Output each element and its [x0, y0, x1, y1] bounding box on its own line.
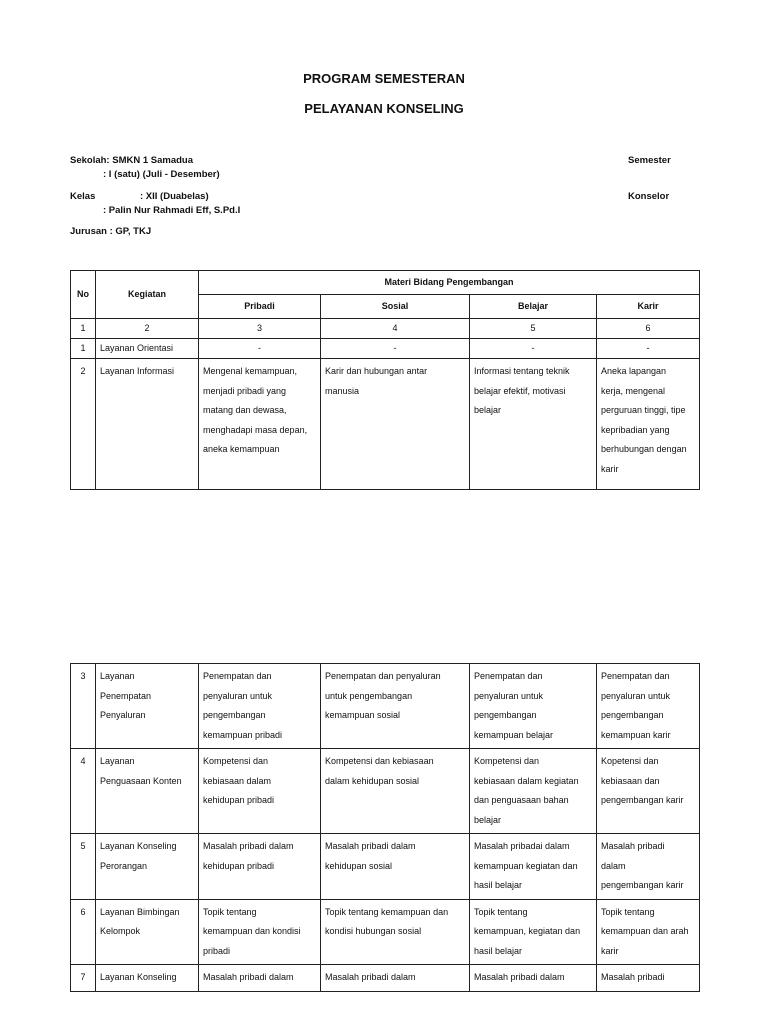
row-belajar: - [470, 339, 597, 359]
program-table-page2 [70, 663, 700, 992]
header-sosial: Sosial [321, 295, 470, 319]
row-no: 7 [71, 965, 96, 992]
program-table-page1 [70, 270, 700, 490]
header-kegiatan: Kegiatan [96, 271, 199, 319]
row-belajar: Kompetensi dan kebiasaan dalam kegiatan dan penguasaan bahan belajar [470, 749, 597, 834]
row-karir: - [597, 339, 700, 359]
numbering-cell: 4 [321, 319, 470, 339]
numbering-row [71, 319, 700, 339]
row-pribadi: Masalah pribadi dalam kehidupan pribadi [199, 834, 321, 900]
table-row [71, 899, 700, 965]
row-sosial: Penempatan dan penyaluran untuk pengembangan kemampuan sosial [321, 664, 470, 749]
row-no: 2 [71, 359, 96, 490]
table-row [71, 965, 700, 992]
row-karir: Topik tentang kemampuan dan arah karir [597, 899, 700, 965]
row-no: 4 [71, 749, 96, 834]
row-sosial: Karir dan hubungan antar manusia [321, 359, 470, 490]
table-row [71, 664, 700, 749]
header-karir: Karir [597, 295, 700, 319]
numbering-cell: 3 [199, 319, 321, 339]
row-pribadi: Mengenal kemampuan, menjadi pribadi yang matang dan dewasa, menghadapi masa depan, aneka kemampuan [199, 359, 321, 490]
numbering-cell: 2 [96, 319, 199, 339]
header-pribadi: Pribadi [199, 295, 321, 319]
jurusan-line: Jurusan : GP, TKJ [70, 226, 152, 237]
konselor-value: : Palin Nur Rahmadi Eff, S.Pd.I [103, 205, 241, 216]
row-kegiatan: Layanan Penguasaan Konten [96, 749, 199, 834]
sekolah-line: Sekolah: SMKN 1 Samadua [70, 155, 194, 166]
semester-value: : I (satu) (Juli - Desember) [103, 169, 220, 180]
header-materi: Materi Bidang Pengembangan [199, 271, 700, 295]
row-no: 3 [71, 664, 96, 749]
row-pribadi: - [199, 339, 321, 359]
document-title: PROGRAM SEMESTERAN [303, 71, 465, 86]
table-row [71, 359, 700, 490]
row-pribadi: Masalah pribadi dalam [199, 965, 321, 992]
row-sosial: - [321, 339, 470, 359]
row-sosial: Topik tentang kemampuan dan kondisi hubungan sosial [321, 899, 470, 965]
row-no: 5 [71, 834, 96, 900]
numbering-cell: 5 [470, 319, 597, 339]
row-pribadi: Kompetensi dan kebiasaan dalam kehidupan pribadi [199, 749, 321, 834]
numbering-cell: 6 [597, 319, 700, 339]
row-kegiatan: Layanan Konseling [96, 965, 199, 992]
row-sosial: Masalah pribadi dalam [321, 965, 470, 992]
document-subtitle: PELAYANAN KONSELING [304, 101, 464, 116]
header-belajar: Belajar [470, 295, 597, 319]
row-kegiatan: Layanan Konseling Perorangan [96, 834, 199, 900]
row-kegiatan: Layanan Informasi [96, 359, 199, 490]
row-sosial: Kompetensi dan kebiasaan dalam kehidupan sosial [321, 749, 470, 834]
table-row [71, 834, 700, 900]
table-row [71, 339, 700, 359]
row-pribadi: Penempatan dan penyaluran untuk pengembangan kemampuan pribadi [199, 664, 321, 749]
row-belajar: Masalah pribadi dalam [470, 965, 597, 992]
row-belajar: Topik tentang kemampuan, kegiatan dan hasil belajar [470, 899, 597, 965]
konselor-label: Konselor [628, 191, 670, 202]
row-belajar: Informasi tentang teknik belajar efektif, motivasi belajar [470, 359, 597, 490]
row-belajar: Penempatan dan penyaluran untuk pengembangan kemampuan belajar [470, 664, 597, 749]
row-sosial: Masalah pribadi dalam kehidupan sosial [321, 834, 470, 900]
numbering-cell: 1 [71, 319, 96, 339]
row-belajar: Masalah pribadai dalam kemampuan kegiatan dan hasil belajar [470, 834, 597, 900]
kelas-label: Kelas [70, 191, 96, 202]
row-kegiatan: Layanan Bimbingan Kelompok [96, 899, 199, 965]
kelas-value: : XII (Duabelas) [140, 191, 209, 202]
row-karir: Kopetensi dan kebiasaan dan pengembangan karir [597, 749, 700, 834]
row-kegiatan: Layanan Penempatan Penyaluran [96, 664, 199, 749]
header-no: No [71, 271, 96, 319]
row-no: 1 [71, 339, 96, 359]
row-karir: Penempatan dan penyaluran untuk pengembangan kemampuan karir [597, 664, 700, 749]
semester-label: Semester [628, 155, 671, 166]
row-karir: Masalah pribadi [597, 965, 700, 992]
row-no: 6 [71, 899, 96, 965]
row-pribadi: Topik tentang kemampuan dan kondisi pribadi [199, 899, 321, 965]
row-karir: Masalah pribadi dalam pengembangan karir [597, 834, 700, 900]
table-row [71, 749, 700, 834]
row-karir: Aneka lapangan kerja, mengenal perguruan tinggi, tipe kepribadian yang berhubungan dengan karir [597, 359, 700, 490]
row-kegiatan: Layanan Orientasi [96, 339, 199, 359]
